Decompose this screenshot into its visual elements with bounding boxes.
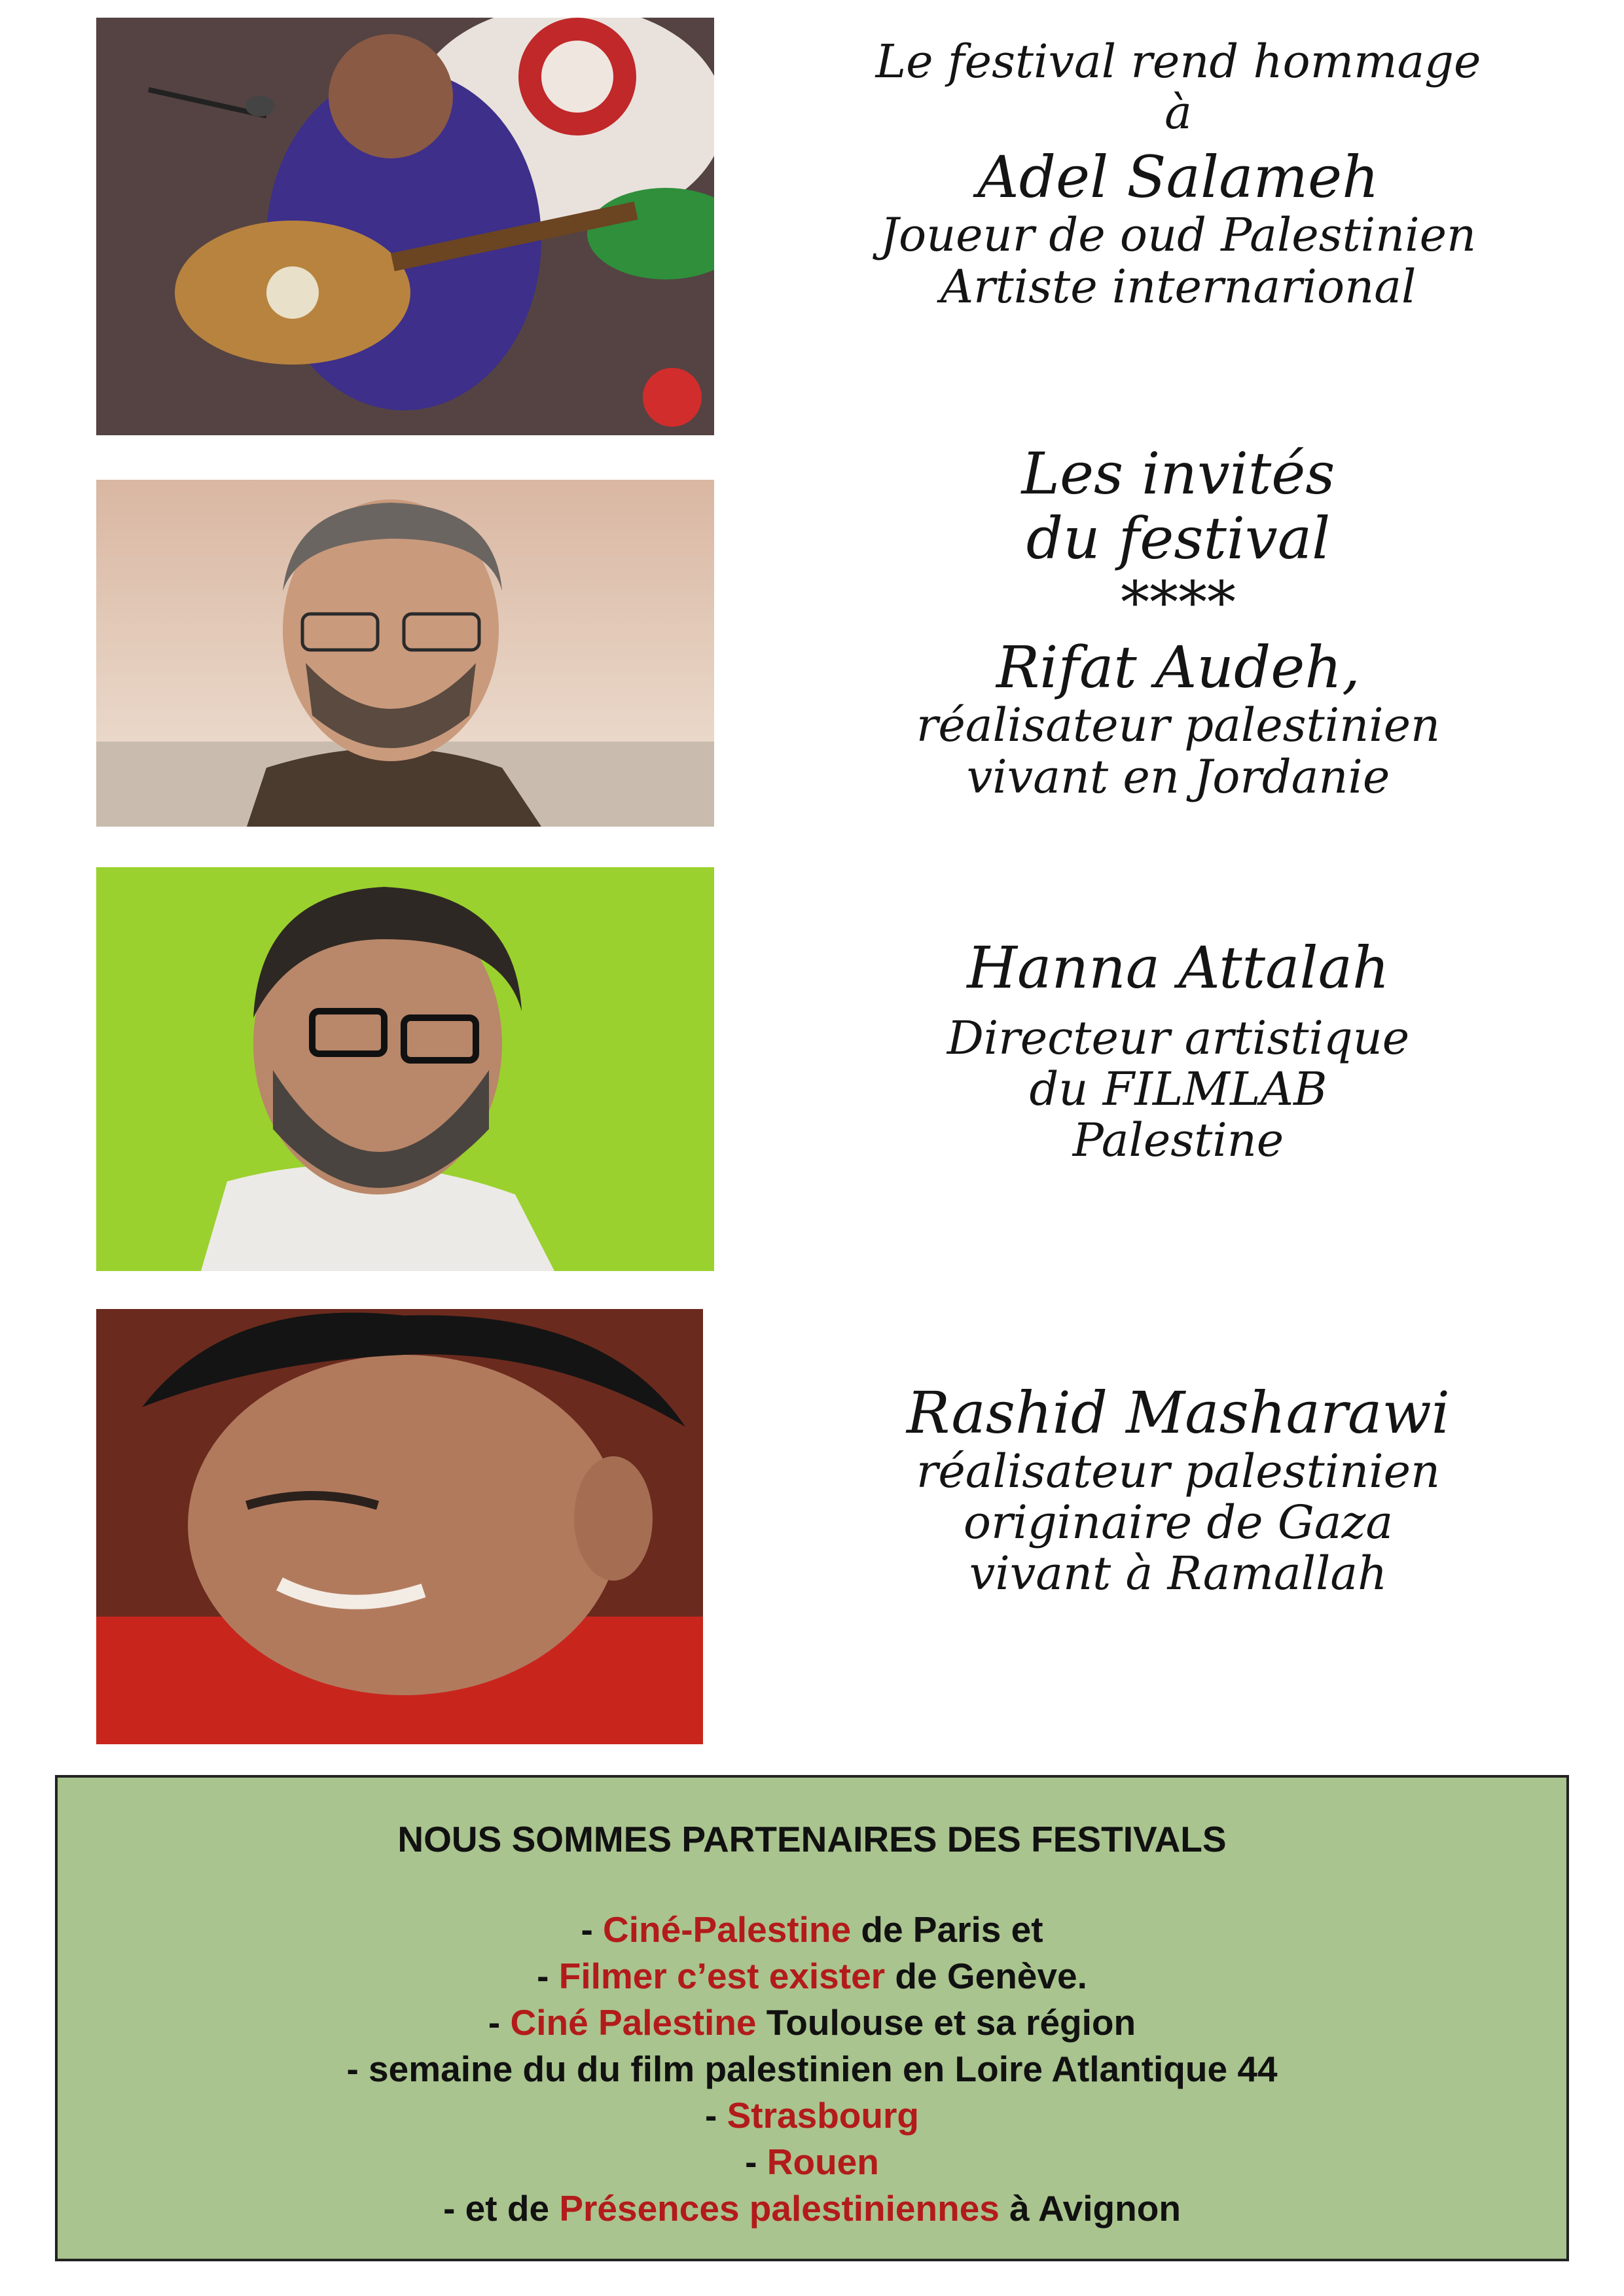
partner-line-prefix: - [745, 2142, 767, 2182]
photo-adel-salameh [96, 18, 714, 435]
photo-rifat-audeh [96, 480, 714, 827]
partners-title: NOUS SOMMES PARTENAIRES DES FESTIVALS [397, 1819, 1227, 1859]
guest-3-line-3: vivant à Ramallah [969, 1547, 1388, 1601]
partner-line-prefix: - semaine du du film palestinien en Loire Atlantique 44 [346, 2049, 1278, 2089]
guests-heading-2: du festival [1026, 504, 1331, 572]
partner-line-highlight: Rouen [767, 2142, 879, 2182]
partner-line [58, 2000, 1566, 2046]
partners-list [58, 1907, 1566, 2232]
guest-1-line-1: réalisateur palestinien [916, 698, 1441, 753]
partner-line-prefix: - [488, 2002, 511, 2043]
partner-line [58, 1907, 1566, 1953]
guest-3-block [740, 1381, 1617, 1600]
guests-separator: **** [1121, 569, 1236, 637]
partner-line-highlight: Filmer c’est exister [558, 1956, 886, 1996]
partner-line-prefix: - [537, 1956, 559, 1996]
partner-line [58, 2046, 1566, 2092]
guest-1-name: Rifat Audeh, [996, 633, 1361, 701]
tribute-intro: Le festival rend hommage [875, 35, 1481, 88]
partner-line-prefix: - [581, 1909, 604, 1950]
photo-hanna-attalah [96, 867, 714, 1271]
tribute-name: Adel Salameh [977, 143, 1379, 211]
guest-3-name: Rashid Masharawi [907, 1379, 1450, 1446]
partner-line-suffix: à Avignon [999, 2188, 1181, 2229]
guest-2-line-3: Palestine [1072, 1113, 1284, 1168]
partner-line-prefix: - [705, 2095, 727, 2136]
guest-2-block [740, 936, 1617, 1166]
guests-block [740, 442, 1617, 802]
tribute-block [740, 36, 1617, 312]
tribute-intro-a: à [1164, 86, 1192, 140]
partner-line [58, 2185, 1566, 2232]
guest-1-line-2: vivant en Jordanie [966, 749, 1390, 804]
partner-line [58, 2139, 1566, 2185]
guest-2-line-2: du FILMLAB [1029, 1062, 1327, 1116]
partners-box [55, 1775, 1569, 2261]
guest-2-line-1: Directeur artistique [947, 1011, 1410, 1065]
guest-2-name: Hanna Attalah [967, 934, 1390, 1001]
guest-3-line-2: originaire de Gaza [963, 1495, 1394, 1549]
guests-heading-1: Les invités [1021, 440, 1335, 507]
partner-line-suffix: de Genève. [885, 1956, 1087, 1996]
partner-line-suffix: Toulouse et sa région [756, 2002, 1136, 2043]
partner-line-highlight: Présences palestiniennes [559, 2188, 1000, 2229]
tribute-role-2: Artiste internarional [940, 259, 1416, 314]
partner-line-highlight: Ciné-Palestine [603, 1909, 852, 1950]
partner-line-highlight: Strasbourg [727, 2095, 919, 2136]
photo-rashid-masharawi [96, 1309, 703, 1744]
partner-line-prefix: - et de [443, 2188, 560, 2229]
partner-line-suffix: de Paris et [851, 1909, 1043, 1950]
partner-line [58, 2092, 1566, 2139]
partner-line-highlight: Ciné Palestine [510, 2002, 757, 2043]
guest-3-line-1: réalisateur palestinien [916, 1444, 1441, 1498]
partner-line [58, 1953, 1566, 2000]
tribute-role-1: Joueur de oud Palestinien [880, 208, 1477, 262]
